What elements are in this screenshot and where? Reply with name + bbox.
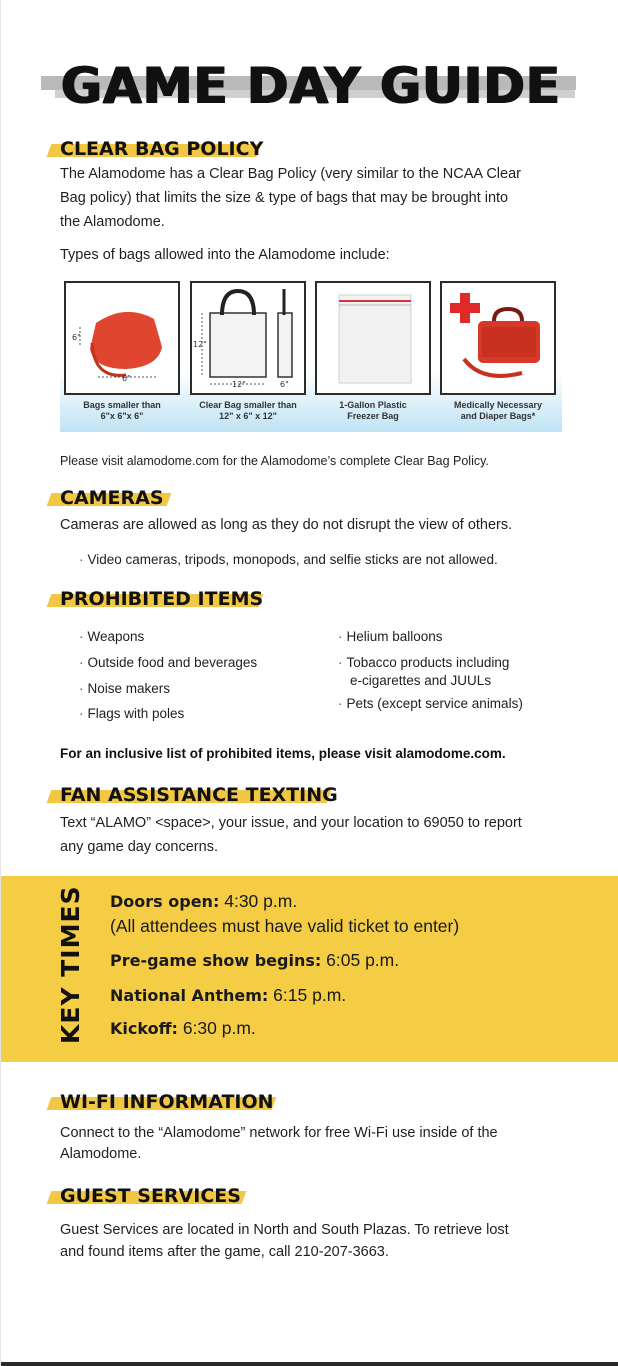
section-heading-guest-services xyxy=(49,1183,241,1209)
list-item: · Pets (except service animals) xyxy=(338,696,523,711)
text-line: the Alamodome. xyxy=(60,214,165,230)
list-item: · Video cameras, tripods, monopods, and selfie sticks are not allowed. xyxy=(79,552,498,567)
gallon-bag-card xyxy=(315,281,431,395)
clear-bag-card xyxy=(190,281,306,395)
bottom-border xyxy=(1,1362,618,1366)
key-times-heading: KEY TIMES xyxy=(56,885,85,1044)
dimension-label: 6" xyxy=(280,380,289,389)
text-line: Bag policy) that limits the size & type of bags that may be brought into xyxy=(60,190,509,206)
heading-text: GUEST SERVICES xyxy=(60,1185,241,1207)
bag-label: Clear Bag smaller than 12" x 6" x 12" xyxy=(199,400,297,421)
small-bag-card xyxy=(64,281,180,395)
clear-bag-intro xyxy=(60,162,565,234)
list-item: · Tobacco products including e-cigarettes and JUULs xyxy=(338,655,510,688)
list-item: · Weapons xyxy=(79,629,145,644)
anthem-time: National Anthem: 6:15 p.m. xyxy=(110,985,347,1005)
title-text: GAME DAY GUIDE xyxy=(61,57,561,115)
doors-open: Doors open: 4:30 p.m. xyxy=(110,891,298,911)
bag-label: 1-Gallon Plastic Freezer Bag xyxy=(339,400,407,421)
key-times-panel xyxy=(1,876,618,1062)
heading-text: PROHIBITED ITEMS xyxy=(60,588,264,610)
fan-texting-text: Text “ALAMO” <space>, your issue, and your location to 69050 to report any game day concerns. xyxy=(60,815,522,855)
kickoff-time: Kickoff: 6:30 p.m. xyxy=(110,1018,256,1038)
page-title xyxy=(41,56,581,116)
bag-label: Medically Necessary and Diaper Bags* xyxy=(453,400,543,421)
clear-bag-icon xyxy=(192,283,304,393)
heading-text: FAN ASSISTANCE TEXTING xyxy=(60,784,338,806)
heading-text: CAMERAS xyxy=(60,487,164,509)
section-heading-cameras xyxy=(49,485,164,511)
list-item: · Helium balloons xyxy=(338,629,443,644)
doors-note: (All attendees must have valid ticket to enter) xyxy=(110,916,460,936)
dimension-label: 6" xyxy=(72,333,81,342)
dimension-label: 12" xyxy=(232,380,246,389)
cameras-text: Cameras are allowed as long as they do not disrupt the view of others. xyxy=(60,517,513,533)
list-item: · Noise makers xyxy=(79,681,171,696)
list-item: · Outside food and beverages xyxy=(79,655,258,670)
allowed-bags-panel xyxy=(60,278,562,432)
list-item: · Flags with poles xyxy=(79,706,185,721)
section-heading-prohibited xyxy=(49,586,264,612)
bag-label: Bags smaller than 6"x 6"x 6" xyxy=(83,400,161,421)
heading-text: WI-FI INFORMATION xyxy=(60,1091,274,1113)
section-heading-clear-bag xyxy=(49,136,264,162)
pregame-time: Pre-game show begins: 6:05 p.m. xyxy=(110,950,400,970)
medical-bag-icon xyxy=(442,283,554,393)
heading-text: CLEAR BAG POLICY xyxy=(60,138,264,160)
bag-types-text: Types of bags allowed into the Alamodome include: xyxy=(60,247,390,263)
section-heading-wifi xyxy=(49,1089,274,1115)
wifi-text: Connect to the “Alamodome” network for free Wi-Fi use inside of the Alamodome. xyxy=(60,1125,498,1162)
clear-bag-note: Please visit alamodome.com for the Alamodome’s complete Clear Bag Policy. xyxy=(60,454,489,468)
plastic-bag-icon xyxy=(317,283,429,393)
prohibited-note: For an inclusive list of prohibited items, please visit alamodome.com. xyxy=(60,746,506,761)
dimension-label: 6" xyxy=(122,374,131,383)
red-purse-icon xyxy=(66,283,178,393)
dimension-label: 12" xyxy=(193,340,207,349)
section-heading-fan-texting xyxy=(49,782,338,808)
text-line: The Alamodome has a Clear Bag Policy (very similar to the NCAA Clear xyxy=(60,166,521,182)
guest-services-text: Guest Services are located in North and South Plazas. To retrieve lost and found items after the game, call 210-207-3663. xyxy=(60,1222,509,1260)
medical-bag-card xyxy=(440,281,556,395)
